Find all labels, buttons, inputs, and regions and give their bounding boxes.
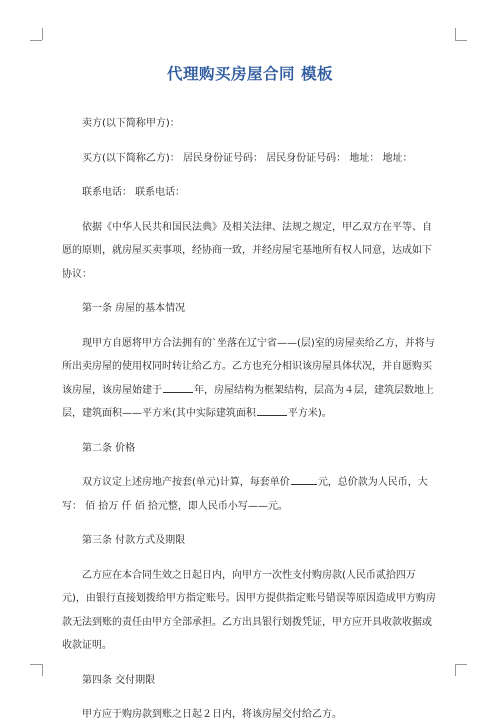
blank-line: [257, 415, 287, 416]
article-2-text-part-a: 双方议定上述房地产按套(单元)计算，每套单价: [82, 477, 290, 488]
blank-line: [291, 484, 317, 485]
intro-paragraph: 依据《中华人民共和国民法典》及相关法律、法规之规定，甲乙双方在平等、自愿的原则，就房屋买卖事项，经协商一致，并经房屋宅基地所有权人同意，达成如下协议：: [62, 221, 432, 280]
document-body: [62, 112, 438, 727]
article-4-heading: 第四条 交付期限: [82, 674, 156, 686]
article-1-text-part-b: 年，房屋结构为框架结构，层高为４层，建筑层数地上层，建筑面积——平方米(其中实际建筑面积: [62, 384, 434, 419]
seller-line: 卖方(以下简称甲方)：: [82, 118, 180, 129]
article-1-text-part-a: 现甲方自愿将甲方合法拥有的`坐落在辽宁省——(层)室的房屋卖给乙方，并将与所出卖房屋的使用权同时转让给乙方。乙方也充分相识该房屋具体状况，并自愿购买该房屋，该房屋始建于: [62, 337, 435, 396]
article-2-text: [62, 471, 438, 518]
article-3-text: 乙方应在本合同生效之日起日内，向甲方一次性支付购房款(人民币贰拾四万元)，由银行直接划拨给甲方指定账号。因甲方提供指定账号错误等原因造成甲方购房款无法到账的责任由甲方全部承担。乙方出具银行划拨凭证，甲方应开具收款收据或收款证明。: [62, 569, 436, 651]
phone-line: 联系电话： 联系电话：: [82, 187, 186, 198]
blank-line: [163, 392, 193, 393]
article-4-text: 甲方应于购房款到账之日起２日内，将该房屋交付给乙方。: [82, 709, 342, 720]
article-3-heading: 第三条 付款方式及期限: [82, 535, 186, 546]
article-1-text-part-c: 平方米)。: [287, 408, 332, 419]
document-title: 代理购买房屋合同 模板: [167, 65, 333, 83]
article-1-heading: 第一条 房屋的基本情况: [82, 303, 186, 314]
article-1-text: [62, 332, 438, 426]
buyer-line: 买方(以下简称乙方)： 居民身份证号码： 居民身份证号码： 地址： 地址：: [82, 152, 413, 164]
article-2-text-part-b: 元，总价款为人民币，大写： 佰 拾万 仟 佰 拾元整，即人民币小写——元。: [62, 477, 428, 512]
article-2-heading: 第二条 价格: [82, 442, 136, 454]
